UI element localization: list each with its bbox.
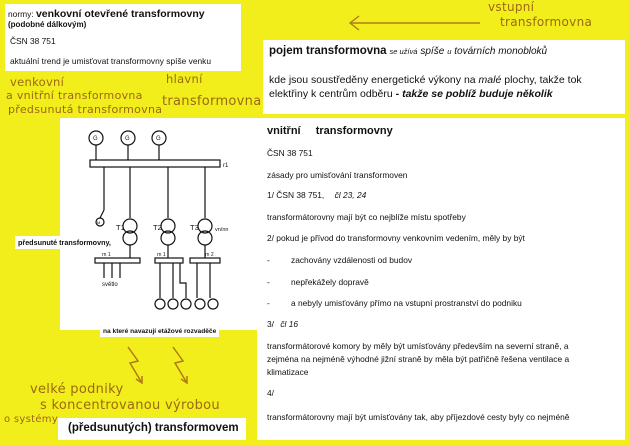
main-sec2-bullets-1: -: [267, 255, 270, 265]
t3-label: T3: [190, 223, 199, 232]
main-heading-1: vnitřní: [267, 125, 301, 137]
main-sec2-b3: a nebyly umisťovány přímo na vstupní prostranství do podniku: [291, 298, 522, 308]
main-sec1-text: transformátorovny mají být co nejblíže místu spotřeby: [267, 212, 466, 222]
busbar-r1: [90, 160, 220, 167]
t1-label: T1: [116, 223, 125, 232]
definition-used: se užívá: [389, 47, 418, 56]
motor-feeder-label: M: [97, 220, 101, 225]
main-sec2-b1: zachovány vzdálenosti od budov: [291, 255, 413, 265]
definition-term: pojem transformovna: [269, 45, 387, 57]
handwritten-big-1: velké podniky: [30, 382, 124, 397]
t2-label: T2: [153, 223, 162, 232]
substation-diagram: [60, 118, 260, 330]
busbar-rn1: [95, 258, 140, 263]
arrow-left-icon: [345, 12, 485, 34]
definition-text-b: malé: [478, 74, 502, 86]
handwritten-systems: o systémy: [4, 414, 59, 425]
definition-text-d: - takže se poblíž buduje několik: [395, 88, 553, 101]
main-sec2-bullets-2: -: [267, 277, 270, 287]
handwritten-big-2: s koncentrovanou výrobou: [40, 398, 220, 413]
r1-label: r1: [223, 163, 229, 169]
handwritten-main-2: transformovna: [162, 94, 262, 109]
main-sec4: 4/: [267, 388, 274, 398]
predsunute-label: předsunuté transformovny,: [15, 236, 114, 249]
main-panel: [257, 118, 625, 440]
definition-rather: spíše: [420, 46, 445, 57]
main-sec1-a: 1/ ČSN 38 751,: [267, 190, 325, 200]
gen-label-1: G: [93, 136, 98, 142]
motor-3-icon: [181, 299, 191, 309]
main-sec2-b2: nepřekážely dopravě: [291, 277, 369, 287]
motor-4-icon: [195, 299, 205, 309]
gen-label-3: G: [156, 136, 161, 142]
handwritten-outdoor-3: předsunutá transformovna: [8, 103, 163, 116]
motor-5-icon: [208, 299, 218, 309]
norms-trend: aktuální trend je umisťovat transformovny spíše venku: [10, 56, 211, 66]
definition-text-a: kde jsou soustředěny energetické výkony na: [269, 74, 476, 86]
motor-2-icon: [168, 299, 178, 309]
rn1-label: rn 1: [102, 252, 111, 258]
definition-in: u: [447, 47, 452, 56]
main-principles: zásady pro umisťování transformoven: [267, 170, 408, 180]
main-heading-2: transformovny: [315, 125, 393, 137]
main-standard: ČSN 38 751: [267, 148, 313, 158]
rn2-label: rn 2: [205, 252, 214, 258]
substation-schematic: [60, 118, 260, 330]
norms-title-note: (podobné dálkovým): [8, 19, 87, 29]
handwritten-main-1: hlavní: [166, 72, 203, 86]
main-heading: [267, 125, 393, 137]
main-sec2: 2/ pokud je přívod do transformovny venkovním vedením, měly by být: [267, 233, 525, 243]
main-sec1: [267, 190, 366, 200]
light-label: světlo: [102, 282, 118, 288]
main-sec3-b: čl 16: [280, 319, 299, 329]
main-sec3-a: 3/: [267, 319, 274, 329]
main-sec1-b: čl 23, 24: [334, 190, 367, 200]
definition-line-2: [269, 73, 623, 102]
busbar-rm1: [155, 258, 183, 263]
handwritten-input-1: vstupní: [488, 0, 535, 14]
lightning-arrow-1-icon: [120, 345, 150, 387]
norms-title-line: [8, 9, 241, 29]
norms-standard: ČSN 38 751: [10, 36, 56, 46]
main-sec2-bullets-3: -: [267, 298, 270, 308]
norms-panel: [5, 4, 241, 71]
norms-title: venkovní otevřené transformovny: [35, 8, 205, 20]
handwritten-outdoor-2: a vnitřní transformovna: [6, 89, 143, 102]
bottom-label-panel: [58, 418, 246, 440]
definition-panel: [263, 40, 625, 114]
rm1-label: rn 1: [157, 252, 166, 258]
main-sec3-l1: transformátorové komory by měly být umísťovány především na severní straně, a: [267, 341, 569, 351]
bottom-label: (předsunutých) transformovem: [68, 422, 239, 434]
main-sec3-l3: klimatizace: [267, 367, 309, 377]
main-sec3-l2: zejména na nejméně výhodné jižní straně by měla být patřičně řešena ventilace a: [267, 354, 570, 364]
definition-text-c: plochy, takže tok elektřiny k centrům odběru: [269, 74, 582, 101]
main-sec4-text: transformátorovny mají být umísťovány tak, aby příjezdové cesty byly co nejméně: [267, 412, 570, 422]
navazuji-label: na které navazují etážové rozvaděče: [100, 326, 219, 337]
definition-line-1: [269, 45, 547, 57]
motor-1-icon: [155, 299, 165, 309]
gen-label-2: G: [125, 136, 130, 142]
handwritten-input-2: transformovna: [500, 15, 593, 29]
definition-context: továrních monobloků: [454, 46, 548, 57]
vn-nn-label: vn/nn: [215, 227, 229, 233]
lightning-arrow-2-icon: [165, 345, 195, 387]
norms-prefix: normy:: [8, 9, 34, 19]
busbar-rn2: [190, 258, 220, 263]
handwritten-outdoor-1: venkovní: [10, 75, 65, 89]
main-sec3: [267, 319, 298, 329]
